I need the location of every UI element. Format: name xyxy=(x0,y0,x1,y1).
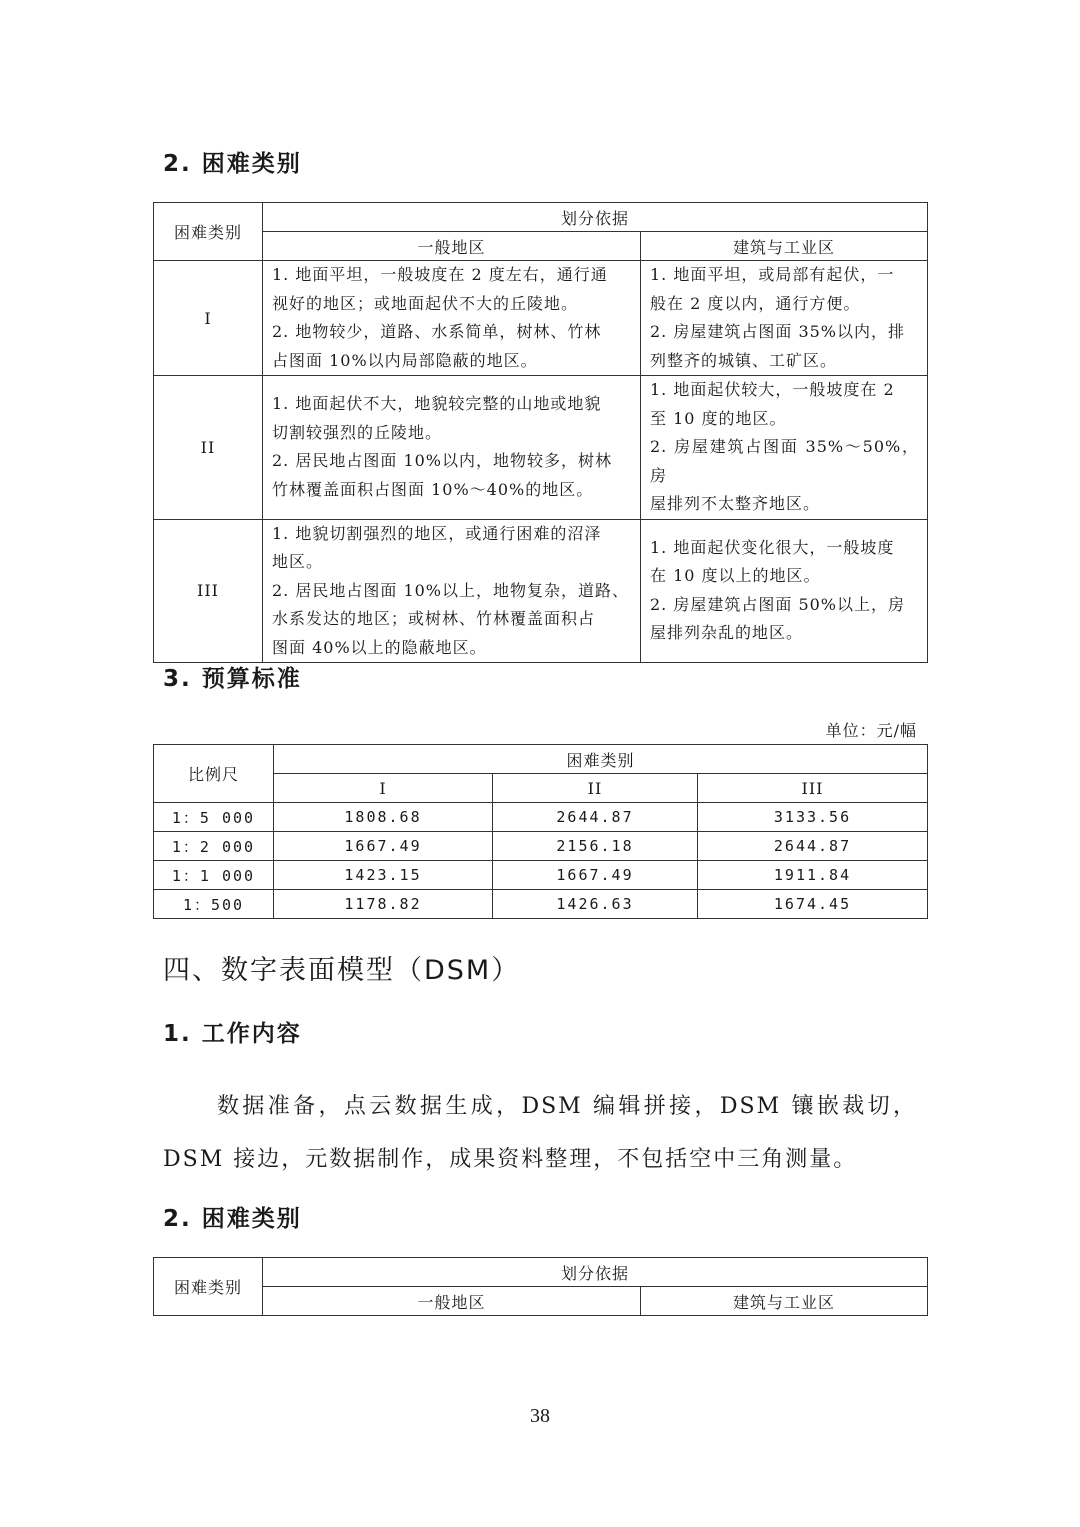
building-cell: 1. 地面起伏变化很大，一般坡度 在 10 度以上的地区。 2. 房屋建筑占图面 50%以上，房 屋排列杂乱的地区。 xyxy=(641,519,928,663)
header-basis: 划分依据 xyxy=(263,203,928,232)
general-cell: 1. 地面平坦，一般坡度在 2 度左右，通行通 视好的地区；或地面起伏不大的丘陵地。 2. 地物较少，道路、水系简单，树林、竹林 占图面 10%以内局部隐蔽的地区。 xyxy=(263,261,641,376)
header-general: 一般地区 xyxy=(263,232,641,261)
section-heading-difficulty-dsm: 2. 困难类别 xyxy=(163,1206,302,1232)
work-content-paragraph: 数据准备，点云数据生成，DSM 编辑拼接，DSM 镶嵌裁切，DSM 接边，元数据制作，成果资料整理，不包括空中三角测量。 xyxy=(163,1094,917,1172)
value-cell: 1808.68 xyxy=(274,803,493,832)
section-heading-budget: 3. 预算标准 xyxy=(163,666,302,692)
budget-table xyxy=(153,744,928,919)
value-cell: 2644.87 xyxy=(698,832,928,861)
value-cell: 1423.15 xyxy=(274,861,493,890)
header-category: 困难类别 xyxy=(154,203,263,261)
building-cell: 1. 地面平坦，或局部有起伏，一 般在 2 度以内，通行方便。 2. 房屋建筑占图面 35%以内，排 列整齐的城镇、工矿区。 xyxy=(641,261,928,376)
header-level: I xyxy=(274,774,493,803)
scale-cell: 1：500 xyxy=(154,890,274,919)
value-cell: 1178.82 xyxy=(274,890,493,919)
section-heading-difficulty: 2. 困难类别 xyxy=(163,151,302,177)
scale-cell: 1：1 000 xyxy=(154,861,274,890)
table-row xyxy=(154,261,928,376)
table-row xyxy=(154,803,928,832)
value-cell: 2644.87 xyxy=(493,803,698,832)
header-scale: 比例尺 xyxy=(154,745,274,803)
difficulty-table-dsm xyxy=(153,1257,928,1316)
scale-cell: 1：5 000 xyxy=(154,803,274,832)
level-cell: III xyxy=(154,519,263,663)
general-cell: 1. 地貌切割强烈的地区，或通行困难的沼泽 地区。 2. 居民地占图面 10%以上，地物复杂，道路、 水系发达的地区；或树林、竹林覆盖面积占 图面 40%以上的隐蔽地区。 xyxy=(263,519,641,663)
table-row xyxy=(154,832,928,861)
value-cell: 2156.18 xyxy=(493,832,698,861)
page-number: 38 xyxy=(530,1405,550,1427)
header-category: 困难类别 xyxy=(154,1258,263,1316)
table-row xyxy=(154,861,928,890)
building-cell: 1. 地面起伏较大，一般坡度在 2 至 10 度的地区。 2. 房屋建筑占图面 35%～50%，房 屋排列不太整齐地区。 xyxy=(641,376,928,520)
table-row xyxy=(154,890,928,919)
difficulty-table xyxy=(153,202,928,663)
general-cell: 1. 地面起伏不大，地貌较完整的山地或地貌 切割较强烈的丘陵地。 2. 居民地占图面 10%以内，地物较多，树林 竹林覆盖面积占图面 10%～40%的地区。 xyxy=(263,376,641,520)
chapter-heading-dsm: 四、数字表面模型（DSM） xyxy=(163,955,521,986)
header-building: 建筑与工业区 xyxy=(641,1287,928,1316)
header-level: III xyxy=(698,774,928,803)
section-heading-work: 1. 工作内容 xyxy=(163,1021,302,1047)
value-cell: 1667.49 xyxy=(493,861,698,890)
header-difficulty: 困难类别 xyxy=(274,745,928,774)
header-general: 一般地区 xyxy=(263,1287,641,1316)
scale-cell: 1：2 000 xyxy=(154,832,274,861)
header-building: 建筑与工业区 xyxy=(641,232,928,261)
value-cell: 1674.45 xyxy=(698,890,928,919)
level-cell: II xyxy=(154,376,263,520)
value-cell: 1911.84 xyxy=(698,861,928,890)
unit-label: 单位：元/幅 xyxy=(825,721,917,740)
header-level: II xyxy=(493,774,698,803)
value-cell: 1426.63 xyxy=(493,890,698,919)
table-row xyxy=(154,519,928,663)
level-cell: I xyxy=(154,261,263,376)
value-cell: 3133.56 xyxy=(698,803,928,832)
table-row xyxy=(154,376,928,520)
header-basis: 划分依据 xyxy=(263,1258,928,1287)
value-cell: 1667.49 xyxy=(274,832,493,861)
